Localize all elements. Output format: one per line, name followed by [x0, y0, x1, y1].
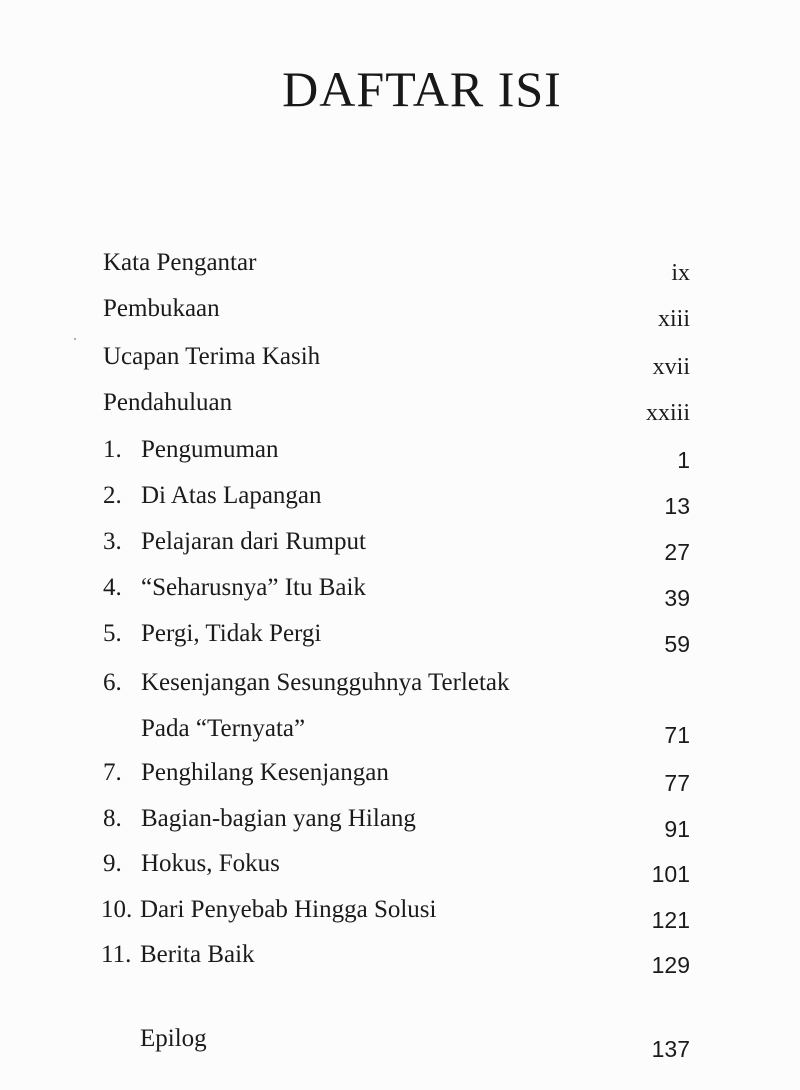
chapter-number: 3.: [103, 528, 122, 555]
chapter-number: 11.: [101, 941, 132, 968]
chapter-title: Di Atas Lapangan: [141, 482, 322, 509]
chapter-number: 5.: [103, 620, 122, 647]
toc-entry-page: ix: [671, 260, 690, 286]
chapter-title: Hokus, Fokus: [141, 850, 280, 877]
chapter-page: 77: [664, 770, 690, 796]
chapter-title: Pengumuman: [141, 436, 279, 463]
toc-entry-label: Kata Pengantar: [103, 249, 257, 276]
toc-chapter-9[interactable]: [0, 849, 800, 889]
chapter-title: Dari Penyebab Hingga Solusi: [140, 896, 437, 923]
toc-entry-label: Pembukaan: [103, 295, 220, 322]
toc-chapter-8[interactable]: [0, 804, 800, 844]
toc-entry-label: Epilog: [140, 1025, 207, 1052]
chapter-title: Penghilang Kesenjangan: [141, 759, 389, 786]
toc-chapter-6[interactable]: [0, 668, 800, 758]
chapter-page: 27: [664, 539, 690, 565]
chapter-title: Pergi, Tidak Pergi: [141, 620, 322, 647]
toc-entry-kata-pengantar[interactable]: [0, 248, 800, 288]
toc-chapter-2[interactable]: [0, 481, 800, 521]
chapter-page: 13: [664, 493, 690, 519]
chapter-number: 2.: [103, 482, 122, 509]
chapter-number: 7.: [103, 759, 122, 786]
toc-entry-ucapan-terima-kasih[interactable]: [0, 342, 800, 382]
toc-chapter-3[interactable]: [0, 527, 800, 567]
chapter-page: 91: [664, 816, 690, 842]
chapter-number: 4.: [103, 574, 122, 601]
chapter-page: 129: [651, 952, 690, 978]
chapter-page: 1: [677, 447, 690, 473]
chapter-number: 1.: [103, 436, 122, 463]
chapter-number: 9.: [103, 850, 122, 877]
chapter-page: 101: [651, 861, 690, 887]
chapter-title: Berita Baik: [140, 941, 255, 968]
toc-chapter-1[interactable]: [0, 435, 800, 475]
chapter-page: 59: [664, 631, 690, 657]
chapter-title: Pelajaran dari Rumput: [141, 528, 366, 555]
toc-entry-label: Ucapan Terima Kasih: [103, 343, 321, 370]
toc-chapter-7[interactable]: [0, 758, 800, 798]
chapter-number: 8.: [103, 805, 122, 832]
toc-entry-label: Pendahuluan: [103, 389, 233, 416]
toc-chapter-4[interactable]: [0, 573, 800, 613]
toc-entry-epilog[interactable]: [0, 1024, 800, 1064]
chapter-title-continued: Pada “Ternyata”: [141, 715, 306, 742]
chapter-page: 121: [651, 907, 690, 933]
page-title: DAFTAR ISI: [282, 61, 562, 117]
toc-entry-pembukaan[interactable]: [0, 294, 800, 334]
chapter-number: 10.: [101, 896, 133, 923]
chapter-page: 71: [664, 722, 690, 748]
toc-entry-page: 137: [651, 1036, 690, 1062]
chapter-page: 39: [664, 585, 690, 611]
toc-entry-page: xiii: [657, 306, 690, 332]
chapter-title: “Seharusnya” Itu Baik: [141, 574, 366, 601]
toc-entry-page: xvii: [652, 354, 690, 380]
toc-entry-pendahuluan[interactable]: [0, 388, 800, 428]
toc-entry-page: xxiii: [645, 400, 690, 426]
toc-chapter-11[interactable]: [0, 940, 800, 980]
toc-chapter-5[interactable]: [0, 619, 800, 659]
toc-chapter-10[interactable]: [0, 895, 800, 935]
chapter-title: Kesenjangan Sesungguhnya Terletak: [141, 669, 510, 696]
chapter-number: 6.: [103, 669, 122, 696]
chapter-title: Bagian-bagian yang Hilang: [141, 805, 416, 832]
